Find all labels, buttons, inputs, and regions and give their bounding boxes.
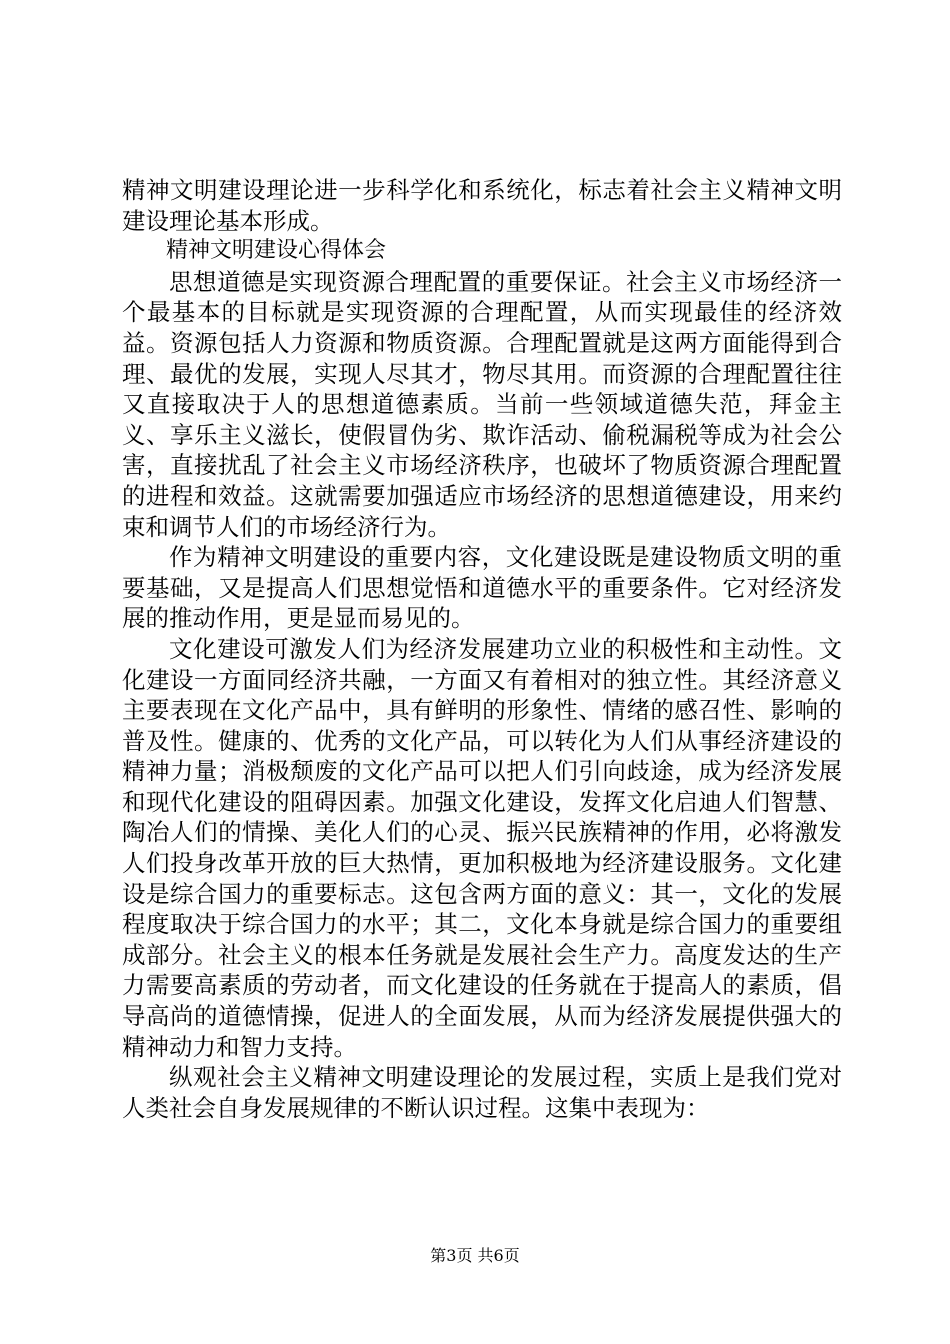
- document-body: [122, 175, 842, 1123]
- paragraph-culture-foundation: 作为精神文明建设的重要内容，文化建设既是建设物质文明的重要基础，又是提高人们思想觉悟和道德水平的重要条件。它对经济发展的推动作用，更是显而易见的。: [122, 543, 842, 633]
- paragraph-theory-development: 纵观社会主义精神文明建设理论的发展过程，实质上是我们党对人类社会自身发展规律的不断认识过程。这集中表现为：: [122, 1063, 842, 1122]
- paragraph-moral-resources: 思想道德是实现资源合理配置的重要保证。社会主义市场经济一个最基本的目标就是实现资源的合理配置，从而实现最佳的经济效益。资源包括人力资源和物质资源。合理配置就是这两方面能得到合理、最优的发展，实现人尽其才，物尽其用。而资源的合理配置往往又直接取决于人的思想道德素质。当前一些领域道德失范，拜金主义、享乐主义滋长，使假冒伪劣、欺诈活动、偷税漏税等成为社会公害，直接扰乱了社会主义市场经济秩序，也破坏了物质资源合理配置的进程和效益。这就需要加强适应市场经济的思想道德建设，用来约束和调节人们的市场经济行为。: [122, 267, 842, 541]
- section-heading: 精神文明建设心得体会: [166, 238, 387, 264]
- paragraph-culture-economy: 文化建设可激发人们为经济发展建功立业的积极性和主动性。文化建设一方面同经济共融，一方面又有着相对的独立性。其经济意义主要表现在文化产品中，具有鲜明的形象性、情绪的感召性、影响的普及性。健康的、优秀的文化产品，可以转化为人们从事经济建设的精神力量；消极颓废的文化产品可以把人们引向歧途，成为经济发展和现代化建设的阻碍因素。加强文化建设，发挥文化启迪人们智慧、陶冶人们的情操、美化人们的心灵、振兴民族精神的作用，必将激发人们投身改革开放的巨大热情，更加积极地为经济建设服务。文化建设是综合国力的重要标志。这包含两方面的意义：其一，文化的发展程度取决于综合国力的水平；其二，文化本身就是综合国力的重要组成部分。社会主义的根本任务就是发展社会生产力。高度发达的生产力需要高素质的劳动者，而文化建设的任务就在于提高人的素质，倡导高尚的道德情操，促进人的全面发展，从而为经济发展提供强大的精神动力和智力支持。: [122, 634, 842, 1061]
- paragraph-continuation: 精神文明建设理论进一步科学化和系统化，标志着社会主义精神文明建设理论基本形成。: [122, 176, 842, 235]
- page-number-footer: 第3页 共6页: [430, 1246, 520, 1265]
